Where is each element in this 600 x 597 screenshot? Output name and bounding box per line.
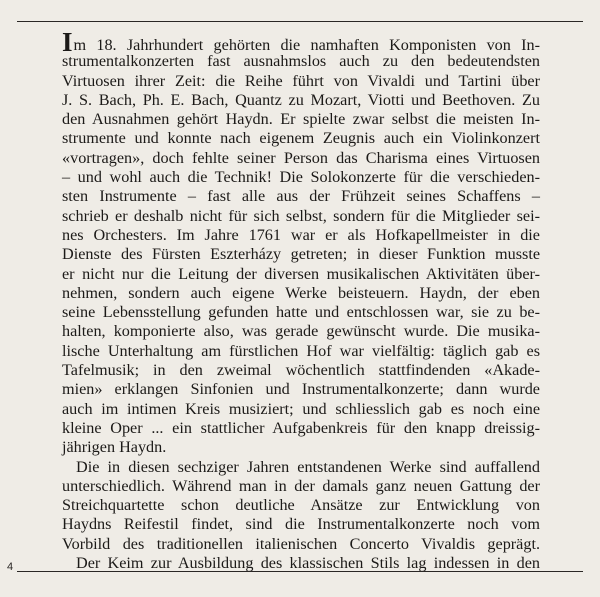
text-line: unterschiedlich. Während man in der damals ganz neuen Gattung der [62, 476, 540, 495]
text-line: Die in diesen sechziger Jahren entstandenen Werke sind auffallend [76, 457, 540, 476]
paragraph-2 [62, 458, 540, 574]
text-line: «vortragen», doch fehlte seiner Person das Charisma eines Virtuosen [62, 148, 540, 167]
text-line: Dienste des Fürsten Eszterházy getreten; in dieser Funktion musste [62, 245, 540, 264]
text-line: Streichquartette schon deutliche Ansätze zur Entwicklung von [62, 496, 540, 515]
text-line: Der Keim zur Ausbildung des klassischen Stils lag indessen in den [76, 554, 540, 573]
text-line: nes Orchesters. Im Jahre 1761 war er als Hofkapellmeister in die [62, 225, 540, 244]
text-line: J. S. Bach, Ph. E. Bach, Quantz zu Mozart, Viotti und Beethoven. Zu [62, 90, 540, 109]
text-line: den Ausnahmen gehört Haydn. Er spielte zwar selbst die meisten In- [62, 110, 540, 129]
text-line: Vorbild des traditionellen italienischen Concerto Vivaldis geprägt. [62, 534, 540, 553]
text-line: Haydns Reifestil findet, sind die Instrumentalkonzerte noch vom [62, 515, 540, 534]
page-number: 4 [7, 561, 14, 573]
page-footer [0, 560, 600, 580]
text-line: halten, komponierte also, was gerade gewünscht wurde. Die musika- [62, 322, 540, 341]
text-line: Virtuosen ihrer Zeit: die Reihe führt von Vivaldi und Tartini über [62, 71, 540, 90]
bottom-rule [17, 571, 583, 572]
text-line: strumente und konnte nach eigenem Zeugnis auch ein Violinkonzert [62, 129, 540, 148]
text-line: – und wohl auch die Technik! Die Solokonzerte für die verschieden- [62, 168, 540, 187]
text-line [62, 27, 540, 57]
text-line: auch im intimen Kreis musiziert; und schliesslich gab es noch eine [62, 399, 540, 418]
text-line: schrieb er deshalb nicht für sich selbst, sondern für die Mitglieder sei- [62, 206, 540, 225]
paragraph-1 [62, 27, 540, 458]
top-rule [17, 21, 583, 22]
text-line: er nicht nur die Leitung der diversen musikalischen Aktivitäten über- [62, 264, 540, 283]
text-line: nehmen, sondern auch eigene Werke beisteuern. Haydn, der eben [62, 283, 540, 302]
text-line-content: m 18. Jahrhundert gehörten die namhaften Komponisten von In- [73, 36, 540, 54]
text-line: kleine Oper ... ein stattlicher Aufgabenkreis für den knapp dreissig- [62, 418, 540, 437]
text-line: jährigen Haydn. [62, 438, 167, 457]
text-line: lische Unterhaltung am fürstlichen Hof war vielfältig: täglich gab es [62, 341, 540, 360]
text-line: sten Instrumente – fast alle aus der Frühzeit seines Schaffens – [62, 187, 540, 206]
text-line: mien» erklangen Sinfonien und Instrumentalkonzerte; dann wurde [62, 380, 540, 399]
drop-cap: I [62, 27, 73, 57]
body-text [62, 27, 540, 573]
text-line: strumentalkonzerten fast ausnahmslos auch zu den bedeutendsten [62, 52, 540, 71]
text-line: Tafelmusik; in den zweimal wöchentlich stattfindenden «Akade- [62, 361, 540, 380]
text-line: seine Lebensstellung gefunden hatte und entschlossen war, sie zu be- [62, 303, 540, 322]
